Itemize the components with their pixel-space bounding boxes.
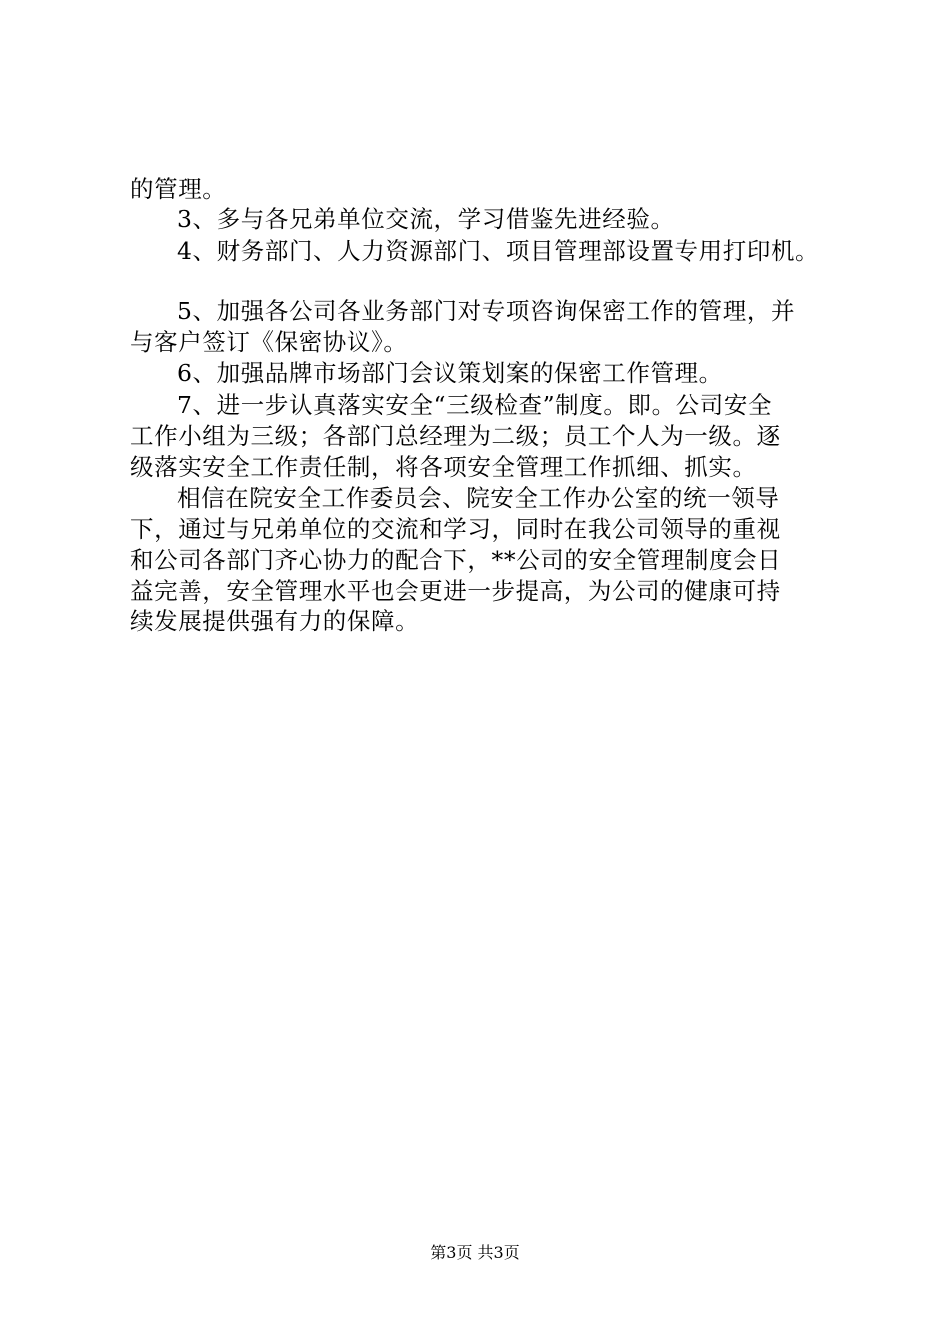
list-item-5: 5、加强各公司各业务部门对专项咨询保密工作的管理，并	[177, 297, 796, 325]
text-line: 工作小组为三级；各部门总经理为二级；员工个人为一级。逐	[130, 422, 781, 450]
text-line: 级落实安全工作责任制，将各项安全管理工作抓细、抓实。	[130, 453, 757, 481]
text-line: 续发展提供强有力的保障。	[130, 607, 420, 635]
paragraph-start: 相信在院安全工作委员会、院安全工作办公室的统一领导	[177, 484, 780, 512]
list-item-4: 4、财务部门、人力资源部门、项目管理部设置专用打印机。	[177, 237, 820, 265]
list-item-7: 7、进一步认真落实安全“三级检查”制度。即。公司安全	[177, 391, 773, 419]
list-item-3: 3、多与各兄弟单位交流，学习借鉴先进经验。	[177, 205, 675, 233]
text-line: 与客户签订《保密协议》。	[130, 328, 408, 356]
text-line: 益完善，安全管理水平也会更进一步提高，为公司的健康可持	[130, 577, 781, 605]
text-line: 的管理。	[130, 175, 227, 203]
list-item-6: 6、加强品牌市场部门会议策划案的保密工作管理。	[177, 359, 723, 387]
text-line: 下，通过与兄弟单位的交流和学习，同时在我公司领导的重视	[130, 515, 781, 543]
text-line: 和公司各部门齐心协力的配合下，**公司的安全管理制度会日	[130, 546, 782, 574]
page-number-footer: 第3页 共3页	[430, 1243, 520, 1262]
